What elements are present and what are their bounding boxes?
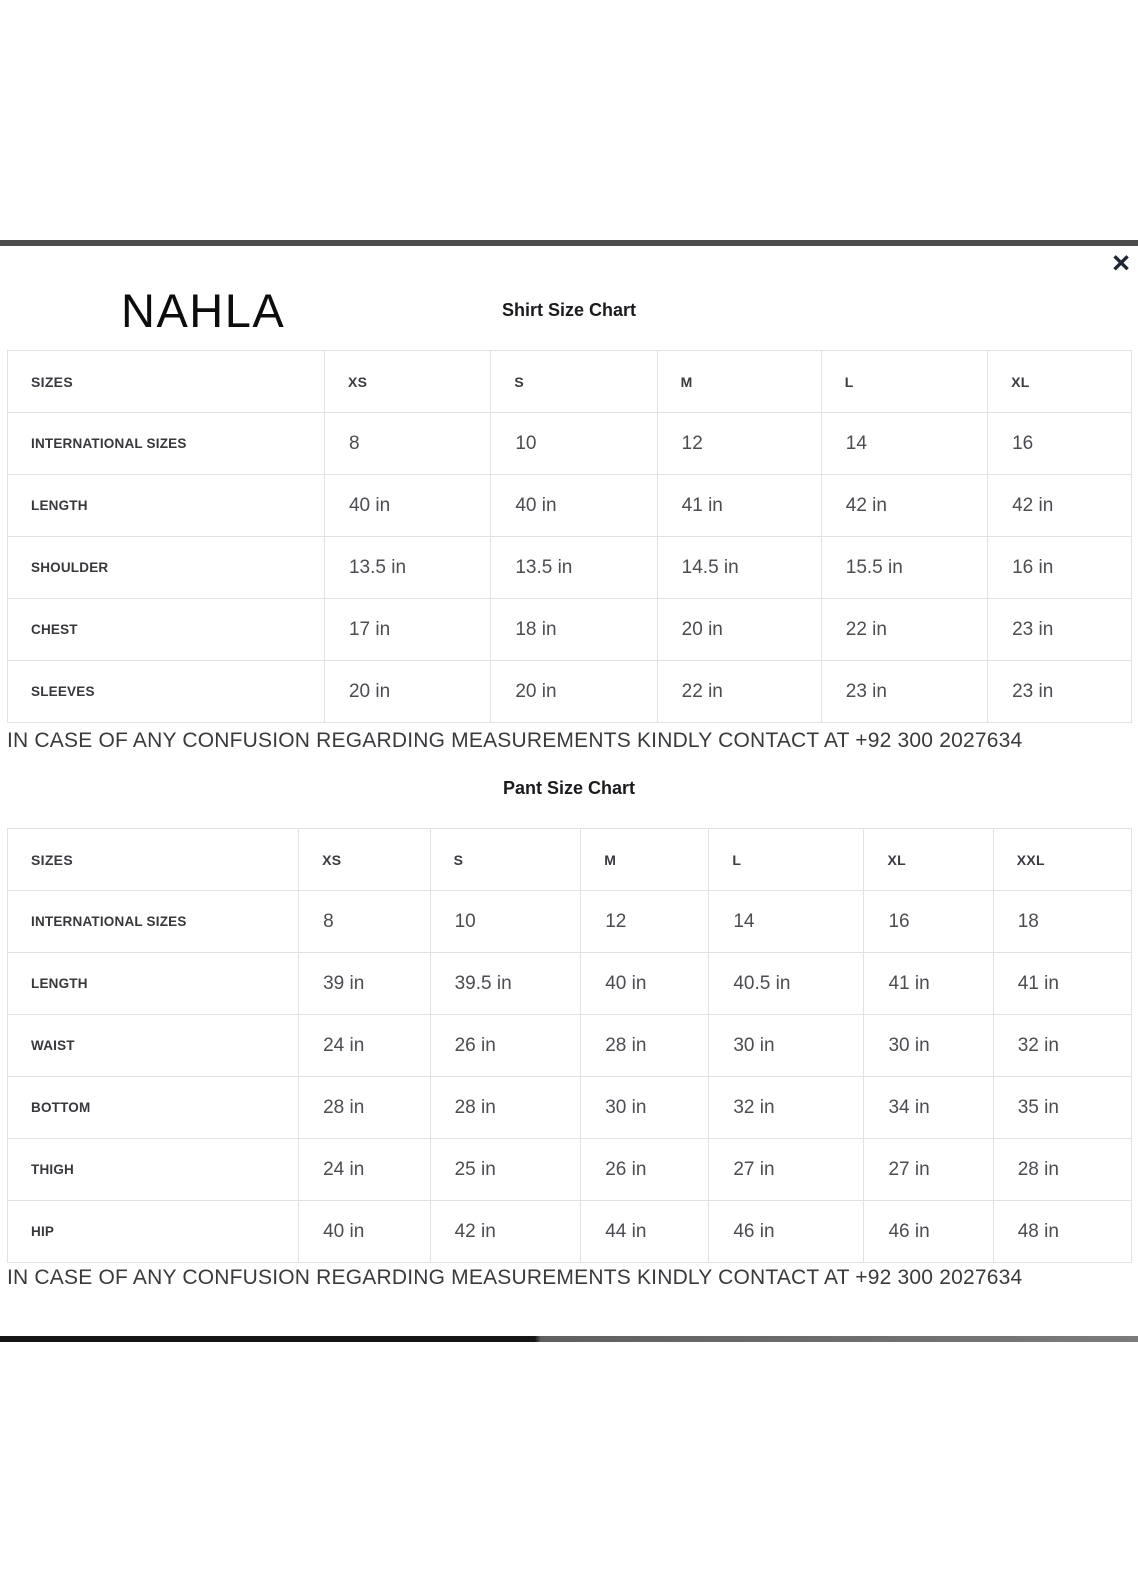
close-icon[interactable]: × [1106,246,1136,280]
size-value: 30 in [864,1015,993,1077]
size-value: 16 [988,413,1132,475]
column-header: XXL [993,829,1131,891]
size-value: 17 in [324,599,490,661]
table-row [8,1201,1132,1263]
column-header: XS [324,351,490,413]
size-value: 42 in [988,475,1132,537]
size-value: 26 in [430,1015,581,1077]
header-row [8,829,1132,891]
size-value: 27 in [709,1139,864,1201]
size-value: 8 [299,891,431,953]
size-value: 42 in [430,1201,581,1263]
row-label: HIP [8,1201,299,1263]
size-value: 24 in [299,1139,431,1201]
row-label: LENGTH [8,953,299,1015]
row-label: INTERNATIONAL SIZES [8,413,325,475]
size-value: 12 [657,413,821,475]
size-value: 40 in [491,475,657,537]
size-value: 14.5 in [657,537,821,599]
size-value: 40 in [324,475,490,537]
size-value: 16 in [988,537,1132,599]
size-value: 27 in [864,1139,993,1201]
size-value: 28 in [430,1077,581,1139]
column-header: XL [988,351,1132,413]
size-value: 26 in [581,1139,709,1201]
size-value: 42 in [821,475,987,537]
row-label: WAIST [8,1015,299,1077]
column-header: L [821,351,987,413]
column-header: S [430,829,581,891]
size-value: 22 in [821,599,987,661]
table-row [8,1015,1132,1077]
table-row [8,953,1132,1015]
row-label: LENGTH [8,475,325,537]
table-row [8,1139,1132,1201]
size-value: 34 in [864,1077,993,1139]
size-value: 44 in [581,1201,709,1263]
shirt-contact-note: IN CASE OF ANY CONFUSION REGARDING MEASUREMENTS KINDLY CONTACT AT +92 300 2027634 [7,729,1023,752]
size-value: 10 [491,413,657,475]
table-row [8,1077,1132,1139]
size-value: 28 in [581,1015,709,1077]
brand-logo: NAHLA [121,284,286,337]
size-value: 41 in [657,475,821,537]
column-header: XL [864,829,993,891]
column-header: XS [299,829,431,891]
size-value: 15.5 in [821,537,987,599]
shirt-chart-title: Shirt Size Chart [501,300,637,320]
table-row [8,891,1132,953]
size-value: 28 in [993,1139,1131,1201]
table-row [8,661,1132,723]
size-value: 30 in [581,1077,709,1139]
top-divider [0,240,1138,246]
size-value: 48 in [993,1201,1131,1263]
size-value: 14 [709,891,864,953]
size-value: 18 [993,891,1131,953]
pant-contact-note: IN CASE OF ANY CONFUSION REGARDING MEASUREMENTS KINDLY CONTACT AT +92 300 2027634 [7,1266,1023,1289]
size-value: 8 [324,413,490,475]
size-value: 39 in [299,953,431,1015]
row-label: CHEST [8,599,325,661]
header-row [8,351,1132,413]
row-label: SHOULDER [8,537,325,599]
size-value: 30 in [709,1015,864,1077]
size-value: 39.5 in [430,953,581,1015]
size-value: 18 in [491,599,657,661]
pant-size-table [7,828,1132,1263]
size-value: 20 in [491,661,657,723]
row-label: BOTTOM [8,1077,299,1139]
size-value: 28 in [299,1077,431,1139]
size-value: 12 [581,891,709,953]
bottom-divider [0,1336,1138,1342]
size-value: 14 [821,413,987,475]
size-value: 35 in [993,1077,1131,1139]
size-value: 24 in [299,1015,431,1077]
size-value: 41 in [864,953,993,1015]
row-label: THIGH [8,1139,299,1201]
column-header: M [657,351,821,413]
row-label: SLEEVES [8,661,325,723]
table-row [8,475,1132,537]
size-value: 20 in [324,661,490,723]
size-value: 22 in [657,661,821,723]
size-value: 40 in [581,953,709,1015]
column-header: L [709,829,864,891]
table-row [8,599,1132,661]
size-value: 13.5 in [324,537,490,599]
size-value: 13.5 in [491,537,657,599]
column-header: SIZES [8,351,325,413]
size-value: 16 [864,891,993,953]
size-value: 23 in [988,661,1132,723]
size-value: 32 in [709,1077,864,1139]
shirt-size-table [7,350,1132,723]
size-value: 32 in [993,1015,1131,1077]
column-header: M [581,829,709,891]
column-header: SIZES [8,829,299,891]
size-value: 23 in [988,599,1132,661]
size-value: 40.5 in [709,953,864,1015]
pant-chart-title: Pant Size Chart [502,778,636,798]
size-value: 41 in [993,953,1131,1015]
size-value: 46 in [709,1201,864,1263]
size-value: 10 [430,891,581,953]
table-row [8,413,1132,475]
size-value: 20 in [657,599,821,661]
size-value: 46 in [864,1201,993,1263]
size-value: 25 in [430,1139,581,1201]
column-header: S [491,351,657,413]
size-value: 23 in [821,661,987,723]
table-row [8,537,1132,599]
size-value: 40 in [299,1201,431,1263]
row-label: INTERNATIONAL SIZES [8,891,299,953]
